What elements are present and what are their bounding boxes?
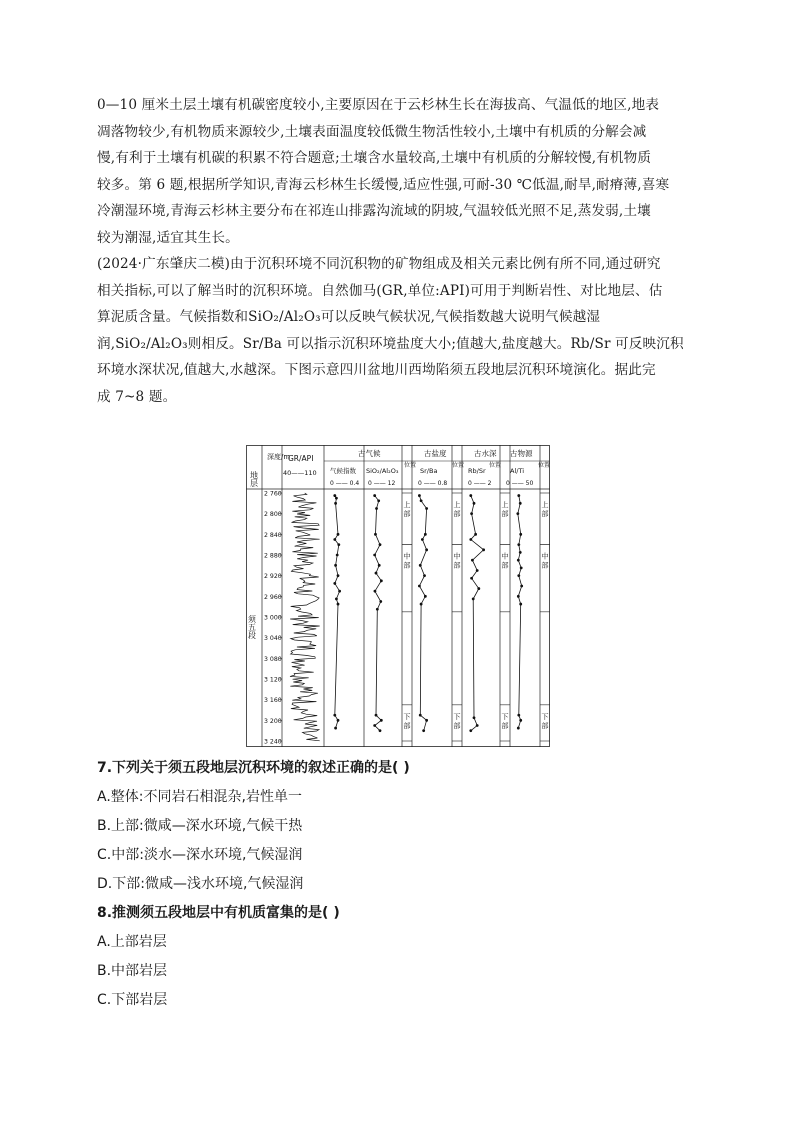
- paleodepth-header: 古水深: [474, 449, 497, 458]
- provenance-header: 古物源: [510, 449, 533, 458]
- depth-tick-label: 3 160: [264, 697, 282, 705]
- position-header: 位置: [538, 462, 550, 469]
- stratum-header: 地层: [249, 471, 259, 487]
- paragraph-line: 较多。第 6 题,根据所学知识,青海云杉林生长缓慢,适应性强,可耐-30 ℃低温,耐旱,耐瘠薄,喜寒: [97, 176, 670, 193]
- paragraph-line: (2024·广东肇庆二模)由于沉积环境不同沉积物的矿物组成及相关元素比例有所不同,通过研究: [97, 256, 661, 272]
- zone-label-char: 部: [453, 721, 461, 730]
- depth-tick-label: 2 760: [264, 490, 282, 498]
- rbsr-data-point: [472, 598, 475, 601]
- question-8-option-b[interactable]: B.中部岩层: [97, 963, 168, 979]
- climate_index-data-point: [335, 598, 338, 601]
- srba-data-point: [419, 564, 422, 567]
- paleoclimate-header: 古气候: [358, 449, 381, 458]
- rbsr-data-point: [477, 587, 480, 590]
- sio2-scale: 0 —— 12: [368, 480, 396, 487]
- depth-tick-label: 2 840: [264, 531, 282, 539]
- climate_index-data-point: [333, 714, 336, 717]
- sio2-data-point: [374, 590, 377, 593]
- material-paragraph: [97, 251, 703, 410]
- paragraph-line: 润,SiO₂/Al₂O₃则相反。Sr/Ba 可以指示沉积环境盐度大小;值越大,盐度越大。Rb/Sr 可反映沉积: [97, 335, 684, 352]
- rbsr-data-point: [469, 494, 472, 497]
- stratum-name: 须五段: [247, 615, 257, 639]
- question-7-option-a[interactable]: A.整体:不同岩石相混杂,岩性单一: [97, 789, 302, 805]
- rbsr-header: Rb/Sr: [468, 467, 486, 475]
- zone-label-char: 上: [541, 501, 549, 509]
- srba-header: Sr/Ba: [420, 467, 438, 475]
- alti-data-point: [517, 559, 520, 562]
- climate-index-header: 气候指数: [330, 467, 356, 475]
- zone-label-char: 部: [453, 510, 461, 518]
- rbsr-data-point: [471, 559, 474, 562]
- depth-tick-label: 3 040: [264, 635, 282, 643]
- figure-border: [247, 446, 550, 747]
- zone-label-char: 上: [453, 501, 461, 509]
- sio2-data-point: [380, 579, 383, 582]
- paleosalinity-header: 古盐度: [424, 449, 447, 458]
- rbsr-data-point: [470, 577, 473, 580]
- sio2-data-point: [373, 494, 376, 497]
- sio2-data-point: [373, 724, 376, 727]
- climate_index-series-line: [335, 496, 340, 728]
- zone-label-char: 部: [453, 561, 461, 570]
- paragraph-line: 算泥质含量。气候指数和SiO₂/Al₂O₃可以反映气候状况,气候指数越大说明气候越湿: [97, 309, 601, 325]
- climate_index-data-point: [338, 590, 341, 593]
- alti-data-point: [519, 719, 522, 722]
- position-header: 位置: [489, 462, 502, 469]
- depth-tick-label: 3 000: [264, 614, 282, 622]
- climate_index-data-point: [337, 603, 340, 606]
- depth-tick-label: 2 920: [264, 573, 282, 581]
- srba-data-point: [423, 574, 426, 577]
- zone-label-char: 部: [403, 561, 411, 570]
- gr-scale: 40——110: [283, 469, 317, 477]
- answer-explanation-paragraph: [97, 92, 703, 251]
- rbsr-data-point: [470, 512, 473, 515]
- alti-data-point: [517, 494, 520, 497]
- depth-tick-label: 3 200: [264, 717, 282, 725]
- stratigraphic-figure: [246, 445, 550, 747]
- rbsr-data-point: [474, 533, 477, 536]
- question-8-option-a[interactable]: A.上部岩层: [97, 934, 167, 950]
- climate_index-data-point: [333, 582, 336, 585]
- alti-data-point: [517, 574, 520, 577]
- alti-series-line: [518, 496, 522, 728]
- question-8-stem: 8.推测须五段地层中有机质富集的是( ): [97, 905, 340, 921]
- srba-data-point: [421, 538, 424, 541]
- paragraph-line: 凋落物较少,有机物质来源较少,土壤表面温度较低微生物活性较小,土壤中有机质的分解会减: [97, 123, 647, 140]
- srba-data-point: [424, 533, 427, 536]
- srba-series-line: [419, 496, 426, 731]
- climate_index-data-point: [336, 554, 339, 557]
- climate_index-data-point: [335, 497, 338, 500]
- gr-log-trace: [290, 493, 320, 741]
- sio2-data-point: [379, 600, 382, 603]
- paragraph-line: 冷潮湿环境,青海云杉林主要分布在祁连山排露沟流域的阴坡,气温较低光照不足,蒸发弱,土壤: [97, 203, 651, 219]
- climate_index-data-point: [337, 543, 340, 546]
- depth-tick-label: 3 120: [264, 676, 282, 684]
- depth-tick-label: 3 240: [264, 738, 282, 746]
- climate_index-data-point: [337, 533, 340, 536]
- stratigraphic-chart: [246, 445, 550, 747]
- zone-label-char: 部: [541, 561, 549, 570]
- rbsr-series-line: [471, 496, 484, 731]
- climate_index-data-point: [334, 502, 337, 505]
- alti-data-point: [519, 551, 522, 554]
- climate_index-data-point: [337, 574, 340, 577]
- srba-data-point: [419, 714, 422, 717]
- sio2-series-line: [375, 496, 382, 731]
- alti-data-point: [517, 727, 520, 730]
- climate_index-data-point: [334, 727, 337, 730]
- alti-data-point: [517, 714, 520, 717]
- zone-label-char: 下: [403, 712, 411, 721]
- zone-label-char: 部: [403, 510, 411, 518]
- srba-data-point: [418, 585, 421, 588]
- zone-label-char: 部: [501, 561, 509, 570]
- zone-label-char: 部: [501, 510, 509, 518]
- zone-label-char: 上: [501, 501, 509, 509]
- srba-data-point: [424, 595, 427, 598]
- srba-data-point: [422, 729, 425, 732]
- rbsr-scale: 0 —— 2: [468, 480, 492, 487]
- position-header: 位置: [452, 462, 465, 469]
- question-8-option-c[interactable]: C.下部岩层: [97, 992, 168, 1008]
- rbsr-data-point: [473, 716, 476, 719]
- climate_index-data-point: [333, 494, 336, 497]
- question-7-option-c[interactable]: C.中部:淡水—深水环境,气候湿润: [97, 847, 303, 863]
- depth-tick-label: 2 960: [264, 593, 282, 601]
- rbsr-data-point: [482, 548, 485, 551]
- zone-label-char: 中: [453, 552, 461, 561]
- paragraph-line: 相关指标,可以了解当时的沉积环境。自然伽马(GR,单位:API)可用于判断岩性、对比地层、估: [97, 282, 663, 299]
- alti-data-point: [519, 603, 522, 606]
- depth-header: 深度/m: [267, 453, 291, 461]
- srba-data-point: [420, 499, 423, 502]
- question-7-stem: 7.下列关于须五段地层沉积环境的叙述正确的是( ): [97, 760, 410, 776]
- sio2-data-point: [380, 719, 383, 722]
- zone-label-char: 下: [453, 712, 461, 721]
- sio2-data-point: [376, 608, 379, 611]
- alti-data-point: [519, 502, 522, 505]
- alti-data-point: [517, 595, 520, 598]
- alti-data-point: [516, 512, 519, 515]
- zone-label-char: 部: [541, 721, 549, 730]
- alti-data-point: [517, 543, 520, 546]
- paragraph-line: 环境水深状况,值越大,水越深。下图示意四川盆地川西坳陷须五段地层沉积环境演化。据此完: [97, 362, 656, 378]
- depth-tick-label: 2 800: [264, 511, 282, 519]
- depth-tick-label: 2 880: [264, 552, 282, 560]
- rbsr-data-point: [476, 724, 479, 727]
- zone-label-char: 下: [501, 712, 509, 721]
- srba-data-point: [420, 603, 423, 606]
- alti-data-point: [520, 567, 523, 570]
- rbsr-data-point: [473, 502, 476, 505]
- climate_index-data-point: [333, 538, 336, 541]
- zone-label-char: 上: [403, 501, 411, 509]
- sio2-data-point: [375, 714, 378, 717]
- paragraph-line: 成 7~8 题。: [97, 388, 177, 405]
- srba-data-point: [425, 507, 428, 510]
- question-7-option-b[interactable]: B.上部:微咸—深水环境,气候干热: [97, 818, 303, 834]
- sio2-data-point: [379, 543, 382, 546]
- climate-index-scale: 0 —— 0.4: [330, 480, 360, 487]
- depth-tick-label: 3 080: [264, 655, 282, 663]
- alti-scale: 0 —— 50: [506, 480, 534, 487]
- rbsr-data-point: [476, 569, 479, 572]
- zone-label-char: 下: [541, 712, 549, 721]
- sio2-data-point: [374, 533, 377, 536]
- zone-label-char: 中: [403, 552, 411, 561]
- paragraph-line: 0—10 厘米土层土壤有机碳密度较小,主要原因在于云杉林生长在海拔高、气温低的地区,地表: [97, 97, 660, 113]
- paragraph-line: 慢,有利于土壤有机碳的积累不符合题意;土壤含水量较高,土壤中有机质的分解较慢,有机物质: [97, 150, 652, 166]
- srba-scale: 0 —— 0.8: [418, 480, 448, 487]
- question-7-option-d[interactable]: D.下部:微咸—浅水环境,气候湿润: [97, 876, 304, 892]
- zone-label-char: 部: [541, 510, 549, 518]
- zone-label-char: 中: [541, 552, 549, 561]
- sio2-data-point: [375, 507, 378, 510]
- climate_index-data-point: [334, 564, 337, 567]
- climate_index-data-point: [337, 719, 340, 722]
- zone-label-char: 部: [501, 721, 509, 730]
- rbsr-data-point: [469, 538, 472, 541]
- alti-data-point: [519, 533, 522, 536]
- srba-data-point: [418, 494, 421, 497]
- zone-label-char: 部: [403, 721, 411, 730]
- sio2-data-point: [373, 554, 376, 557]
- rbsr-data-point: [469, 729, 472, 732]
- sio2-header: SiO₂/Al₂O₃: [366, 467, 399, 475]
- sio2-data-point: [377, 499, 380, 502]
- alti-data-point: [520, 585, 523, 588]
- srba-data-point: [425, 548, 428, 551]
- gr-header: GR/API: [288, 454, 314, 463]
- alti-header: Al/Ti: [510, 467, 525, 475]
- sio2-data-point: [375, 572, 378, 575]
- zone-label-char: 中: [501, 552, 509, 561]
- position-header: 位置: [404, 462, 417, 469]
- srba-data-point: [425, 719, 428, 722]
- paragraph-line: 较为潮湿,适宜其生长。: [97, 229, 239, 246]
- sio2-data-point: [378, 564, 381, 567]
- sio2-data-point: [379, 729, 382, 732]
